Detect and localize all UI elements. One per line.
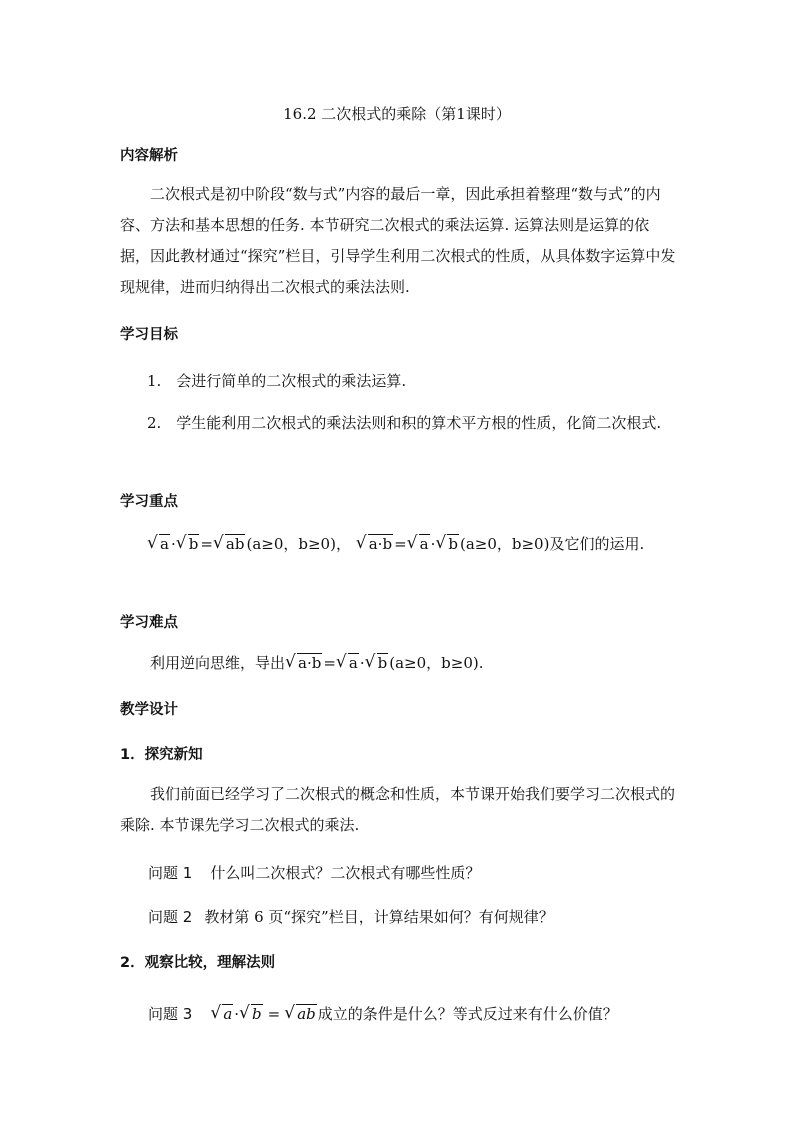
- key-points-formula-line: √ a ·√ b =√ ab (a≥0，b≥0)， √ a·b =√ a ·√ b (a≥0，b≥0)及它们的运用.: [147, 533, 644, 554]
- objective-item-2: 2. 学生能利用二次根式的乘法法则和积的算术平方根的性质，化简二次根式.: [147, 414, 662, 432]
- sqrt-a: √ a: [212, 1005, 233, 1023]
- sqrt-a-dot-b: √ a·b: [287, 654, 322, 672]
- objective-item-1: 1. 会进行简单的二次根式的乘法运算.: [147, 372, 407, 390]
- heading-key-points: 学习重点: [120, 494, 178, 510]
- question-3-text: 成立的条件是什么？等式反过来有什么价值？: [317, 1005, 618, 1023]
- sqrt-b: √ b: [437, 535, 459, 553]
- question-3-label: 问题 3: [148, 1005, 193, 1023]
- sqrt-ab: √ ab: [286, 1005, 317, 1023]
- step-1-paragraph: 我们前面已经学习了二次根式的概念和性质，本节课开始我们要学习二次根式的乘除. 本节课先学习二次根式的乘法.: [120, 785, 676, 834]
- heading-step-2: 2．观察比较，理解法则: [120, 955, 276, 971]
- key-points-tail: 及它们的运用.: [549, 535, 645, 553]
- heading-difficulties: 学习难点: [120, 615, 178, 631]
- page-title: 16.2 二次根式的乘除（第1课时）: [283, 105, 511, 123]
- sqrt-a-dot-b: √ a·b: [358, 535, 393, 553]
- heading-content-analysis: 内容解析: [120, 148, 178, 164]
- sqrt-a: √ a: [149, 535, 170, 553]
- sqrt-ab: √ ab: [215, 535, 246, 553]
- sqrt-a: √ a: [409, 535, 430, 553]
- heading-step-1: 1．探究新知: [120, 747, 203, 763]
- heading-objectives: 学习目标: [120, 327, 178, 343]
- question-3: 问题 3√ a ·√ b =√ ab 成立的条件是什么？等式反过来有什么价值？: [148, 1003, 618, 1024]
- question-1-text: 什么叫二次根式？二次根式有哪些性质？: [210, 864, 481, 882]
- question-1-label: 问题 1: [148, 864, 193, 882]
- sqrt-a: √ a: [338, 654, 359, 672]
- difficulties-line: 利用逆向思维，导出√ a·b =√ a ·√ b (a≥0，b≥0).: [150, 652, 484, 673]
- heading-design: 教学设计: [120, 702, 178, 718]
- sqrt-b: √ b: [178, 535, 200, 553]
- sqrt-b: √ b: [241, 1005, 263, 1023]
- question-2: [148, 906, 554, 927]
- question-2-label: 问题 2: [148, 908, 193, 926]
- question-1: [148, 862, 480, 883]
- question-2-text: 教材第 6 页“探究”栏目，计算结果如何？有何规律？: [204, 908, 554, 926]
- sqrt-b: √ b: [367, 654, 389, 672]
- content-analysis-paragraph: 二次根式是初中阶段“数与式”内容的最后一章，因此承担着整理“数与式”的内容、方法和基本思想的任务. 本节研究二次根式的乘法运算. 运算法则是运算的依据，因此教材通过“探究”栏目，引导学生利用二次根式的性质，从具体数字运算中发现规律，进而归纳得出二次根式的乘法法则.: [120, 185, 676, 296]
